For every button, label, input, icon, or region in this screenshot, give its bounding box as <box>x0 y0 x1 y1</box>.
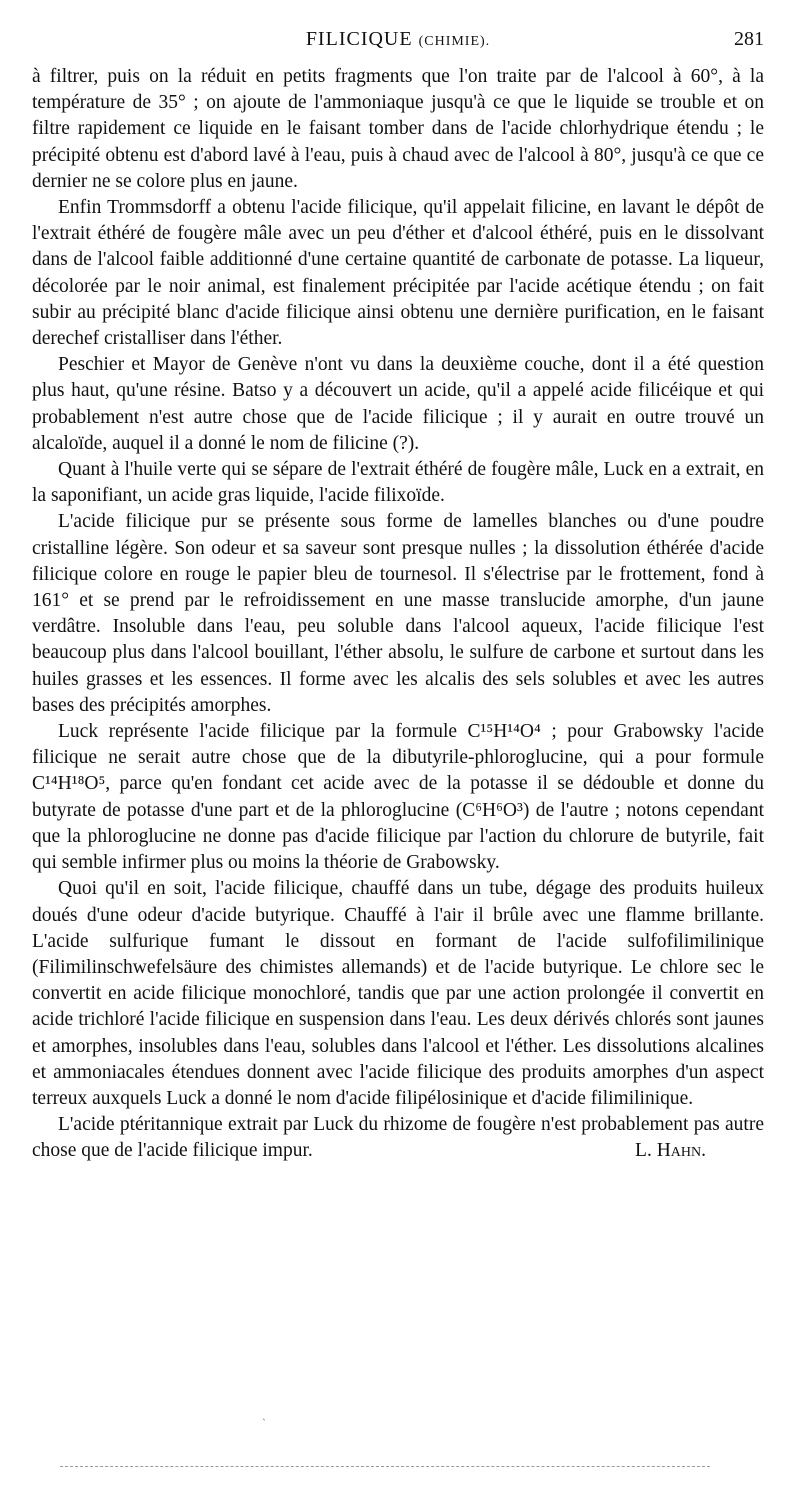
paragraph-7: Quoi qu'il en soit, l'acide filicique, chauffé dans un tube, dégage des produits huileux doués d'une odeur d'acide butyrique. Chauffé à l'air il brûle avec une flamme brillante. L'acide sulfurique fumant le dissout en formant de l'acide sulfofilimilinique (Filimilinschwefelsäure des chimistes allemands) et de l'acide butyrique. Le chlore sec le convertit en acide filicique monochloré, tandis que par une action prolongée il convertit en acide trichloré l'acide filicique en suspension dans l'eau. Les deux dérivés chlorés sont jaunes et amorphes, insolubles dans l'eau, solubles dans l'alcool et l'éther. Les dissolutions alcalines et ammoniacales étendues donnent avec l'acide filicique des produits amorphes d'un aspect terreux auxquels Luck a donné le nom d'acide filipélosinique et d'acide filimilinique. <box>32 878 764 1109</box>
paragraph-3: Peschier et Mayor de Genève n'ont vu dans la deuxième couche, dont il a été question plus haut, qu'une résine. Batso y a découvert un acide, qu'il a appelé acide filicéique et qui probablement n'est autre chose que de l'acide filicique ; il y aurait en outre trouvé un alcaloïde, auquel il a donné le nom de filicine (?). <box>32 354 764 454</box>
stray-mark: ` <box>262 1416 266 1430</box>
running-title <box>32 28 764 51</box>
paragraph-8-text: L'acide ptéritannique extrait par Luck du rhizome de fougère n'est probablement pas autre chose que de l'acide filicique impur. <box>32 1114 764 1162</box>
running-header <box>32 28 764 60</box>
header-title: FILICIQUE <box>305 28 413 50</box>
footer-rule <box>60 1466 710 1467</box>
paragraph-8 <box>32 1112 764 1164</box>
body-text <box>32 64 764 1165</box>
header-subtitle: (CHIMIE). <box>418 34 491 49</box>
paragraph-4: Quant à l'huile verte qui se sépare de l'extrait éthéré de fougère mâle, Luck en a extrait, en la saponifiant, un acide gras liquide, l'acide filixoïde. <box>32 459 764 507</box>
paragraph-6: Luck représente l'acide filicique par la formule C¹⁵H¹⁴O⁴ ; pour Grabowsky l'acide filicique ne serait autre chose que de la dibutyrile-phloroglucine, qui a pour formule C¹⁴H¹⁸O⁵, parce qu'en fondant cet acide avec de la potasse il se dédouble et donne du butyrate de potasse d'une part et de la phloroglucine (C⁶H⁶O³) de l'autre ; notons cependant que la phloroglucine ne donne pas d'acide filicique par l'action du chlorure de butyrile, fait qui semble infirmer plus ou moins la théorie de Grabowsky. <box>32 721 764 874</box>
paragraph-5: L'acide filicique pur se présente sous forme de lamelles blanches ou d'une poudre cristalline légère. Son odeur et sa saveur sont presque nulles ; la dissolution éthérée d'acide filicique colore en rouge le papier bleu de tournesol. Il s'électrise par le frottement, fond à 161° et se prend par le refroidissement en une masse translucide amorphe, d'un jaune verdâtre. Insoluble dans l'eau, peu soluble dans l'alcool aqueux, l'acide filicique l'est beaucoup plus dans l'alcool bouillant, l'éther absolu, le sulfure de carbone et surtout dans les huiles grasses et les essences. Il forme avec les alcalis des sels solubles et avec les autres bases des précipités amorphes. <box>32 511 764 716</box>
page-number: 281 <box>734 28 764 50</box>
paragraph-2: Enfin Trommsdorff a obtenu l'acide filicique, qu'il appelait filicine, en lavant le dépôt de l'extrait éthéré de fougère mâle avec un peu d'éther et d'alcool éthéré, puis en le dissolvant dans de l'alcool faible additionné d'une certaine quantité de carbonate de potasse. La liqueur, décolorée par le noir animal, est finalement précipitée par l'acide acétique étendu ; on fait subir au précipité blanc d'acide filicique ainsi obtenu une dernière purification, en le faisant derechef cristalliser dans l'éther. <box>32 197 764 350</box>
paragraph-1: à filtrer, puis on la réduit en petits fragments que l'on traite par de l'alcool à 60°, à la température de 35° ; on ajoute de l'ammoniaque jusqu'à ce que le liquide se trouble et on filtre rapidement ce liquide en le faisant tomber dans de l'acide chlorhydrique étendu ; le précipité obtenu est d'abord lavé à l'eau, puis à chaud avec de l'alcool à 80°, jusqu'à ce que ce dernier ne se colore plus en jaune. <box>32 66 764 192</box>
author-signature: L. Hahn. <box>635 1140 706 1162</box>
